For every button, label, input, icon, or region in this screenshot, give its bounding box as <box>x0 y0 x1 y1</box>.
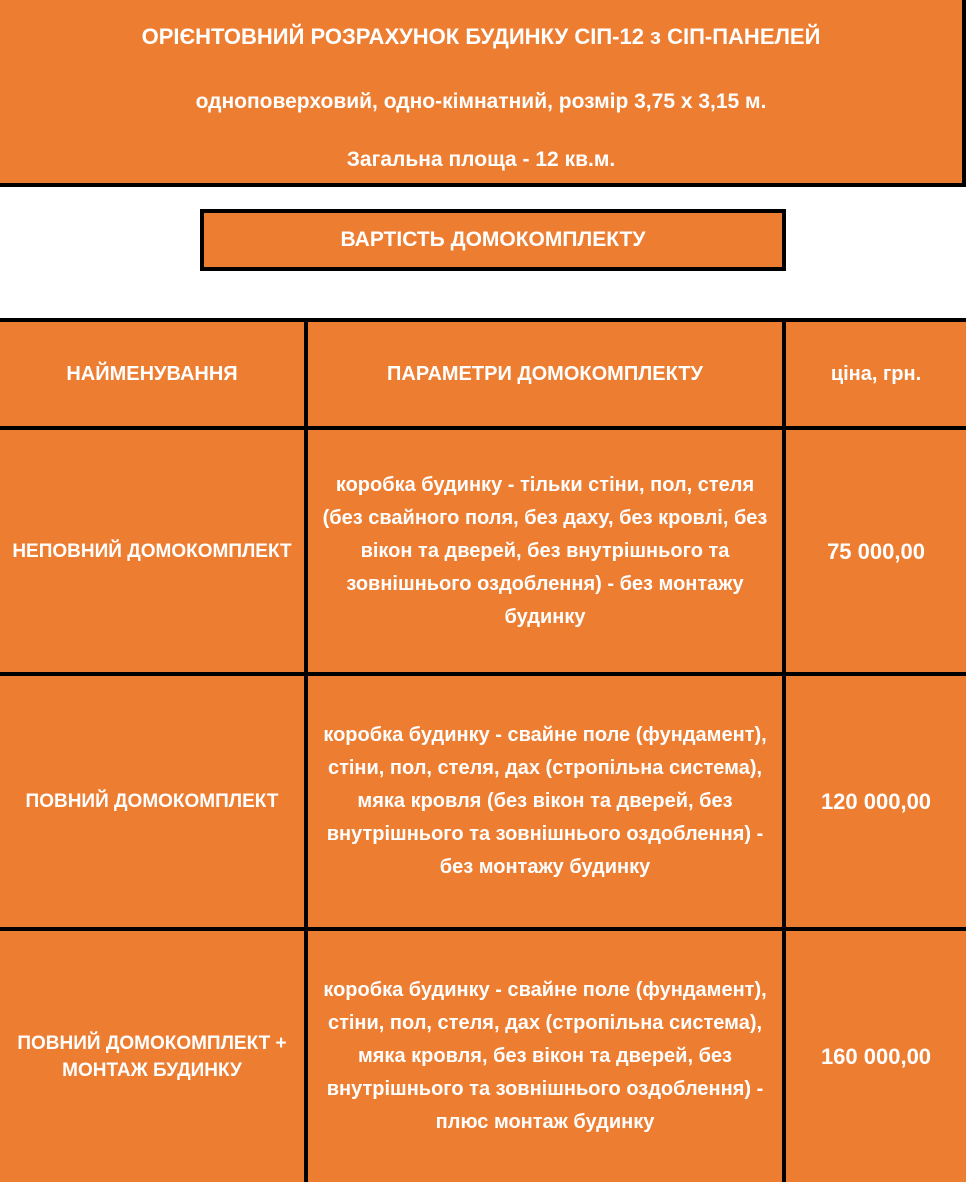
row-params: коробка будинку - свайне поле (фундамент), стіни, пол, стеля, дах (стропільна система), мяка кровля (без вікон та дверей, без внутрішнього та зовнішнього оздоблення) - без монтажу будинку <box>306 674 784 929</box>
header-banner <box>0 0 966 187</box>
row-params: коробка будинку - тільки стіни, пол, стеля (без свайного поля, без даху, без кровлі, без вікон та дверей, без внутрішнього та зовнішнього оздоблення) - без монтажу будинку <box>306 428 784 674</box>
row-name: ПОВНИЙ ДОМОКОМПЛЕКТ <box>0 674 306 929</box>
table-row <box>0 428 966 674</box>
house-description: одноповерховий, одно-кімнатний, розмір 3,75 х 3,15 м. <box>195 90 767 113</box>
table-row <box>0 929 966 1182</box>
column-header-price: ціна, грн. <box>784 320 966 428</box>
table-header-row <box>0 320 966 428</box>
row-price: 120 000,00 <box>784 674 966 929</box>
row-params: коробка будинку - свайне поле (фундамент), стіни, пол, стеля, дах (стропільна система), мяка кровля, без вікон та дверей, без внутрішнього та зовнішнього оздоблення) - плюс монтаж будинку <box>306 929 784 1182</box>
column-header-params: ПАРАМЕТРИ ДОМОКОМПЛЕКТУ <box>306 320 784 428</box>
row-name: ПОВНИЙ ДОМОКОМПЛЕКТ + МОНТАЖ БУДИНКУ <box>0 929 306 1182</box>
column-header-name: НАЙМЕНУВАННЯ <box>0 320 306 428</box>
row-name: НЕПОВНИЙ ДОМОКОМПЛЕКТ <box>0 428 306 674</box>
row-price: 75 000,00 <box>784 428 966 674</box>
page-title: ОРІЄНТОВНИЙ РОЗРАХУНОК БУДИНКУ СІП-12 з СІП-ПАНЕЛЕЙ <box>141 24 821 49</box>
section-title: ВАРТІСТЬ ДОМОКОМПЛЕКТУ <box>200 209 786 271</box>
total-area: Загальна площа - 12 кв.м. <box>346 148 616 171</box>
row-price: 160 000,00 <box>784 929 966 1182</box>
table-row <box>0 674 966 929</box>
price-table <box>0 318 966 1182</box>
